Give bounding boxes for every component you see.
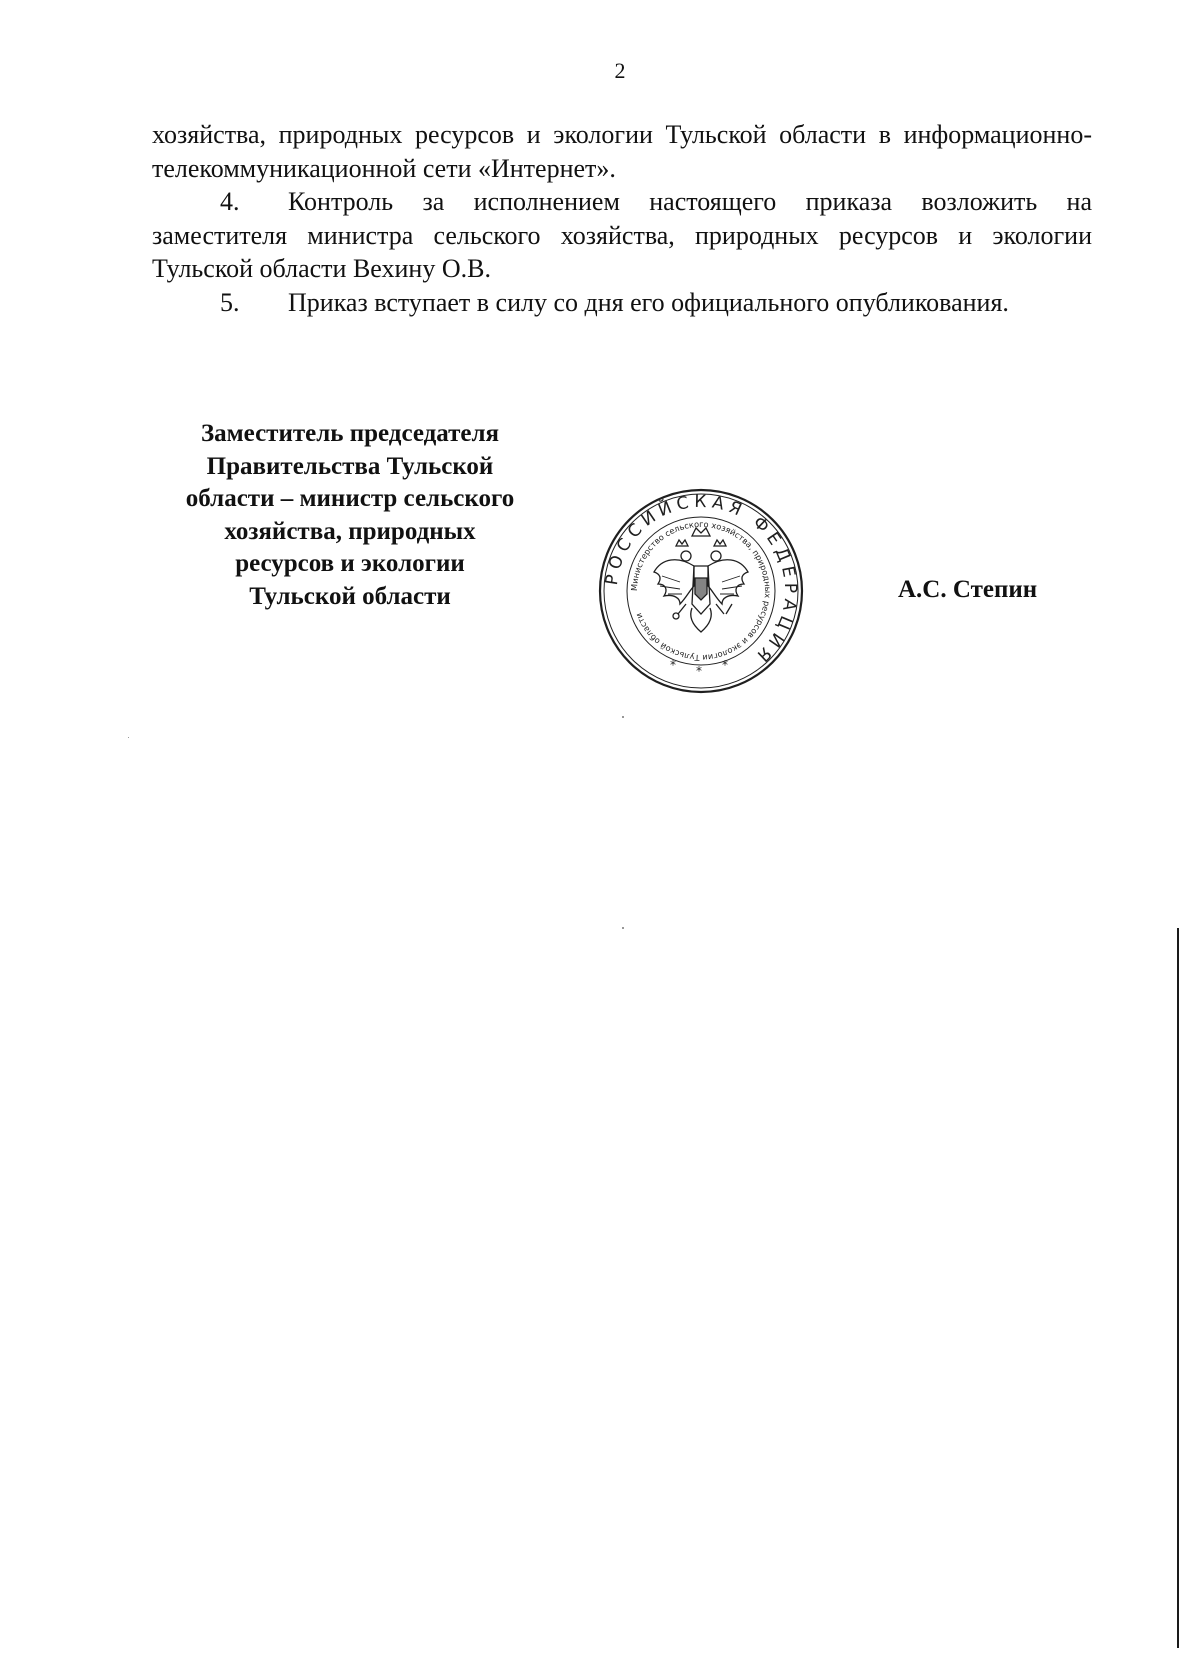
paragraph-5	[152, 286, 1092, 320]
scan-speck	[622, 716, 624, 718]
svg-text:*: *	[696, 664, 702, 678]
seal-graphic	[596, 486, 806, 696]
order-text	[152, 118, 1092, 319]
svg-text:*: *	[670, 658, 676, 672]
paragraph-4	[152, 185, 1092, 286]
signer-name: А.С. Степин	[898, 576, 1038, 603]
signer-title	[150, 418, 550, 613]
signer-title-line: Заместитель председателя	[200, 420, 500, 447]
signer-title-line: хозяйства, природных	[224, 517, 476, 545]
paragraph-number: 5.	[220, 287, 240, 317]
signer-title-line: Правительства Тульской	[206, 452, 494, 480]
signer-title-line: области – министр сельского	[185, 485, 515, 512]
svg-text:*: *	[722, 658, 728, 672]
signer-title-line: ресурсов и экологии	[235, 550, 465, 577]
paragraph-text: Контроль за исполнением настоящего приказа возложить на заместителя министра сельского хозяйства, природных ресурсов и экологии Тульской области Вехину О.В.	[152, 187, 1092, 283]
seal-outer-text: РОССИЙСКАЯ ФЕДЕРАЦИЯ	[601, 491, 801, 669]
paragraph-text: Приказ вступает в силу со дня его официального опубликования.	[288, 287, 1009, 317]
official-seal	[596, 486, 806, 696]
paragraph-number: 4.	[220, 187, 240, 216]
scan-edge-line	[1177, 928, 1179, 1648]
page-number: 2	[614, 58, 626, 83]
signer-title-line: Тульской области	[249, 582, 451, 610]
scan-speck	[128, 737, 129, 738]
coat-of-arms-icon	[654, 528, 748, 632]
scan-speck	[622, 927, 624, 929]
seal-inner-text: Министерство сельского хозяйства, природных ресурсов и экологии Тульской области	[628, 518, 774, 664]
paragraph-continuation: хозяйства, природных ресурсов и экологии Тульской области в информационно-телекоммуникационной сети «Интернет».	[152, 120, 1092, 183]
